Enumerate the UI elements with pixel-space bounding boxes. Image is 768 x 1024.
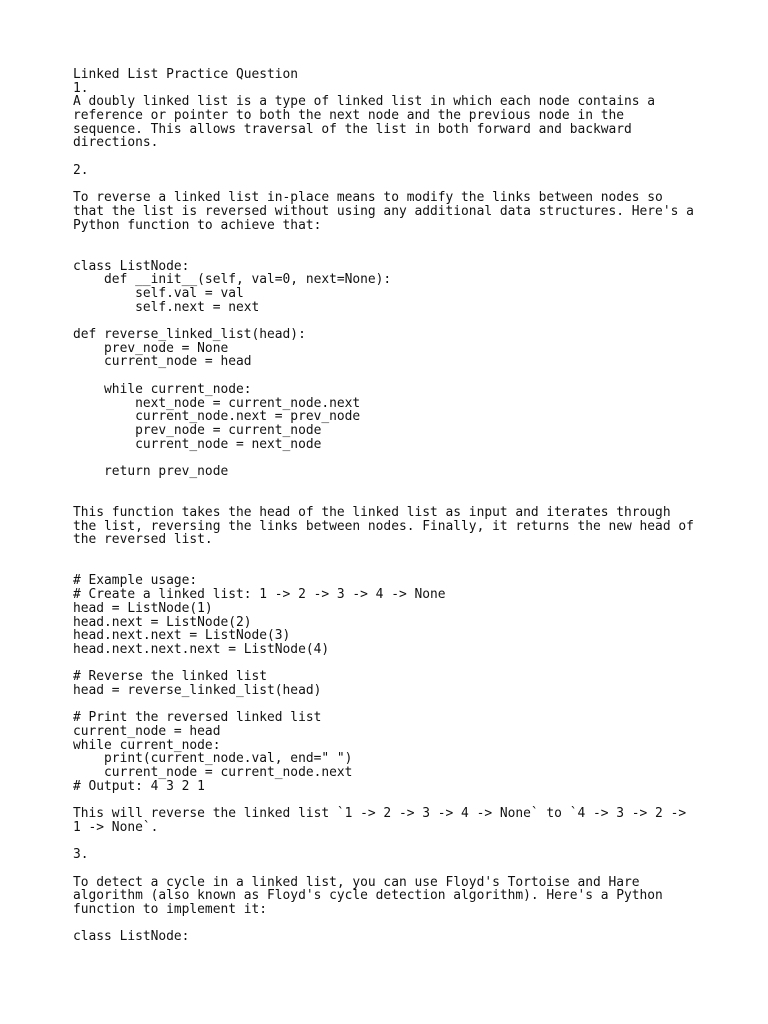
document-line xyxy=(73,246,694,260)
document-line: This will reverse the linked list `1 -> 2 -> 3 -> 4 -> None` to `4 -> 3 -> 2 -> xyxy=(73,806,687,822)
document-line xyxy=(73,561,694,575)
document-body xyxy=(73,68,694,944)
document-line: This function takes the head of the linked list as input and iterates through xyxy=(73,505,671,520)
document-line: prev_node = current_node xyxy=(73,422,322,438)
document-line: that the list is reversed without using any additional data structures. Here's a xyxy=(73,203,694,219)
document-line xyxy=(73,150,694,164)
document-line: print(current_node.val, end=" ") xyxy=(73,751,353,767)
document-line: # Example usage: xyxy=(73,573,198,589)
document-line: function to implement it: xyxy=(73,901,268,917)
document-line: A doubly linked list is a type of linked list in which each node contains a xyxy=(73,94,656,110)
document-line: next_node = current_node.next xyxy=(73,395,361,411)
document-line: current_node = head xyxy=(73,354,252,370)
document-line: 3. xyxy=(73,847,89,863)
document-line xyxy=(73,547,694,561)
document-line: prev_node = None xyxy=(73,340,229,356)
document-line xyxy=(73,917,694,931)
document-line xyxy=(73,657,694,671)
document-line: 1 -> None`. xyxy=(73,819,159,835)
document-line: To reverse a linked list in-place means to modify the links between nodes so xyxy=(73,190,663,206)
document-line xyxy=(73,479,694,493)
document-line: To detect a cycle in a linked list, you can use Floyd's Tortoise and Hare xyxy=(73,874,640,890)
document-line: head = reverse_linked_list(head) xyxy=(73,682,322,698)
document-line xyxy=(73,314,694,328)
document-line: class ListNode: xyxy=(73,258,190,274)
document-line: class ListNode: xyxy=(73,929,190,945)
document-line xyxy=(73,862,694,876)
document-line xyxy=(73,451,694,465)
document-line: Linked List Practice Question xyxy=(73,67,299,82)
document-line: head.next = ListNode(2) xyxy=(73,614,252,630)
document-line: current_node = head xyxy=(73,724,221,739)
document-line: current_node.next = prev_node xyxy=(73,409,361,425)
document-line: # Reverse the linked list xyxy=(73,669,268,685)
document-line xyxy=(73,232,694,246)
document-line xyxy=(73,369,694,383)
document-line xyxy=(73,793,694,807)
document-line: head.next.next = ListNode(3) xyxy=(73,628,291,644)
document-line: # Print the reversed linked list xyxy=(73,710,322,726)
document-line xyxy=(73,492,694,506)
document-line: return prev_node xyxy=(73,463,229,479)
document-line: 1. xyxy=(73,80,89,96)
document-line: def reverse_linked_list(head): xyxy=(73,327,306,343)
document-line: head.next.next.next = ListNode(4) xyxy=(73,641,330,657)
document-line: self.next = next xyxy=(73,299,260,315)
document-line: self.val = val xyxy=(73,286,244,301)
document-line: # Output: 4 3 2 1 xyxy=(73,778,205,794)
document-line: the reversed list. xyxy=(73,532,213,548)
document-line: while current_node: xyxy=(73,381,252,397)
document-line: reference or pointer to both the next node and the previous node in the xyxy=(73,108,625,124)
document-line: algorithm (also known as Floyd's cycle detection algorithm). Here's a Python xyxy=(73,888,663,904)
document-line: current_node = current_node.next xyxy=(73,765,353,781)
document-line xyxy=(73,698,694,712)
document-line: current_node = next_node xyxy=(73,436,322,452)
document-line: the list, reversing the links between nodes. Finally, it returns the new head of xyxy=(73,518,694,534)
document-line: while current_node: xyxy=(73,737,221,753)
document-line: Python function to achieve that: xyxy=(73,217,322,233)
document-line: directions. xyxy=(73,135,159,151)
document-line: def __init__(self, val=0, next=None): xyxy=(73,272,392,288)
document-line: 2. xyxy=(73,162,89,178)
document-line: # Create a linked list: 1 -> 2 -> 3 -> 4 -> None xyxy=(73,587,446,603)
document-line: sequence. This allows traversal of the list in both forward and backward xyxy=(73,121,632,137)
document-line: head = ListNode(1) xyxy=(73,600,213,616)
document-line xyxy=(73,835,694,849)
document-line xyxy=(73,178,694,192)
